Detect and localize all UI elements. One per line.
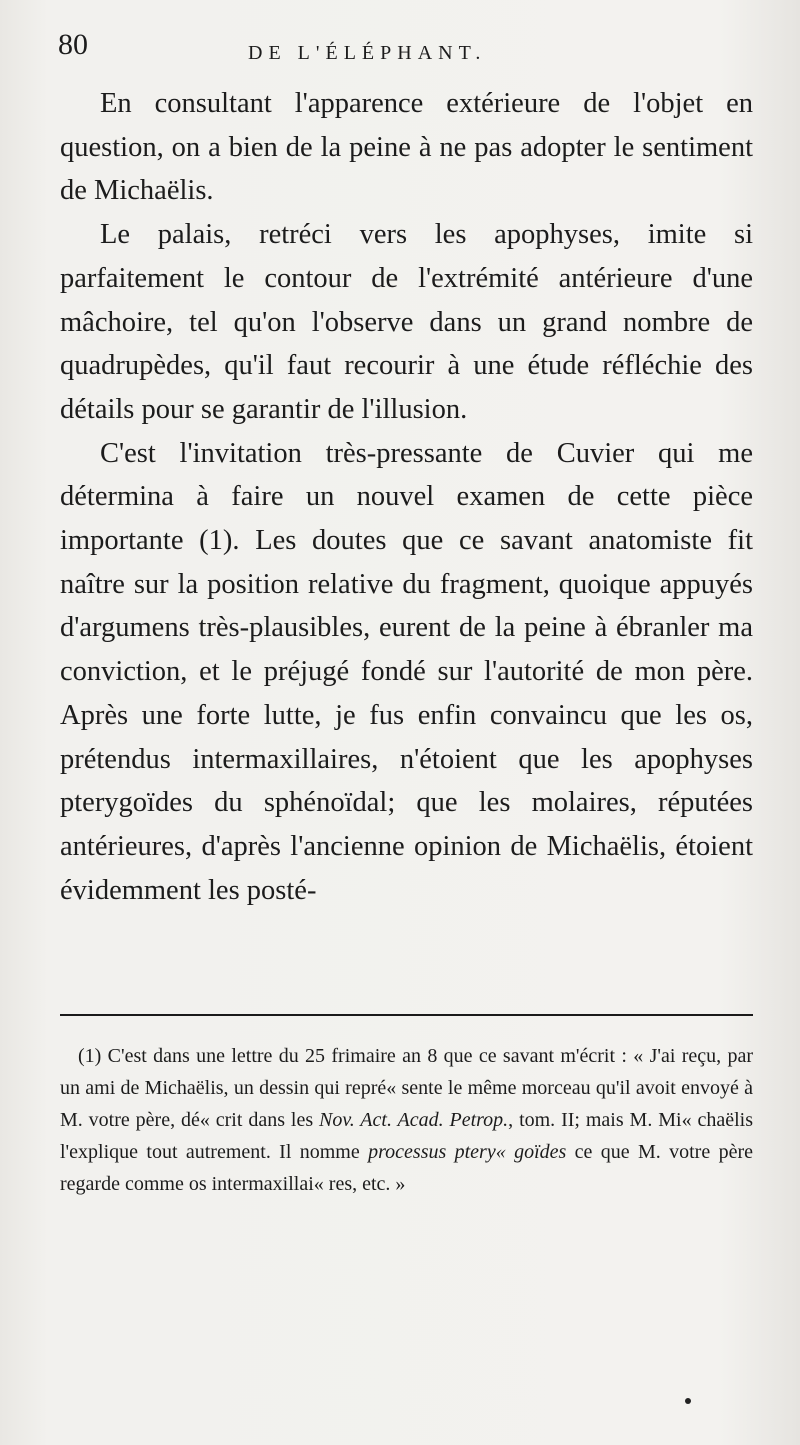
footnote-rule xyxy=(60,1014,753,1016)
footnote-part-2: , tom. II; mais M. Mi« chaëlis l'explique tout autrement. Il nomme xyxy=(60,1109,753,1163)
footnote-part-1: C'est dans une lettre du 25 frimaire an 8 que ce savant m'écrit : « J'ai reçu, par un ami de Michaëlis, un dessin qui repré« sente le même morceau qu'il avoit envoyé à M. votre père, dé« crit dans les xyxy=(60,1045,753,1131)
paragraph-1: En consultant l'apparence extérieure de l'objet en question, on a bien de la peine à ne pas adopter le sentiment de Michaëlis. xyxy=(60,88,753,207)
paragraph-2: Le palais, retréci vers les apophyses, imite si parfaitement le contour de l'extrémité antérieure d'une mâchoire, tel qu'on l'observe dans un grand nombre de quadrupèdes, qu'il faut recourir à une étude réfléchie des détails pour se garantir de l'illusion. xyxy=(60,219,753,425)
running-title: DE L'ÉLÉPHANT. xyxy=(248,42,487,64)
footnote-citation: Nov. Act. Acad. Petrop. xyxy=(319,1109,509,1131)
footnote-text xyxy=(60,1040,753,1200)
paragraph-3: C'est l'invitation très-pressante de Cuvier qui me détermina à faire un nouvel examen de cette pièce importante (1). Les doutes que ce savant anatomiste fit naître sur la position relative du fragment, quoique appuyés d'argumens très-plausibles, eurent de la peine à ébranler ma conviction, et le préjugé fondé sur l'autorité de mon père. Après une forte lutte, je fus enfin convaincu que les os, prétendus intermaxillaires, n'étoient que les apophyses pterygoïdes du sphénoïdal; que les molaires, réputées antérieures, d'après l'ancienne opinion de Michaëlis, étoient évidemment les posté- xyxy=(60,437,753,906)
footnote xyxy=(60,1040,753,1200)
footnote-marker: (1) xyxy=(78,1045,102,1067)
page-header xyxy=(58,24,758,74)
ink-speck xyxy=(685,1398,691,1404)
footnote-part-3: ce que M. votre père regarde comme os intermaxillai« res, etc. » xyxy=(60,1141,753,1195)
footnote-term: processus ptery« goïdes xyxy=(368,1141,567,1163)
page-number: 80 xyxy=(58,28,88,61)
main-text xyxy=(60,82,753,912)
